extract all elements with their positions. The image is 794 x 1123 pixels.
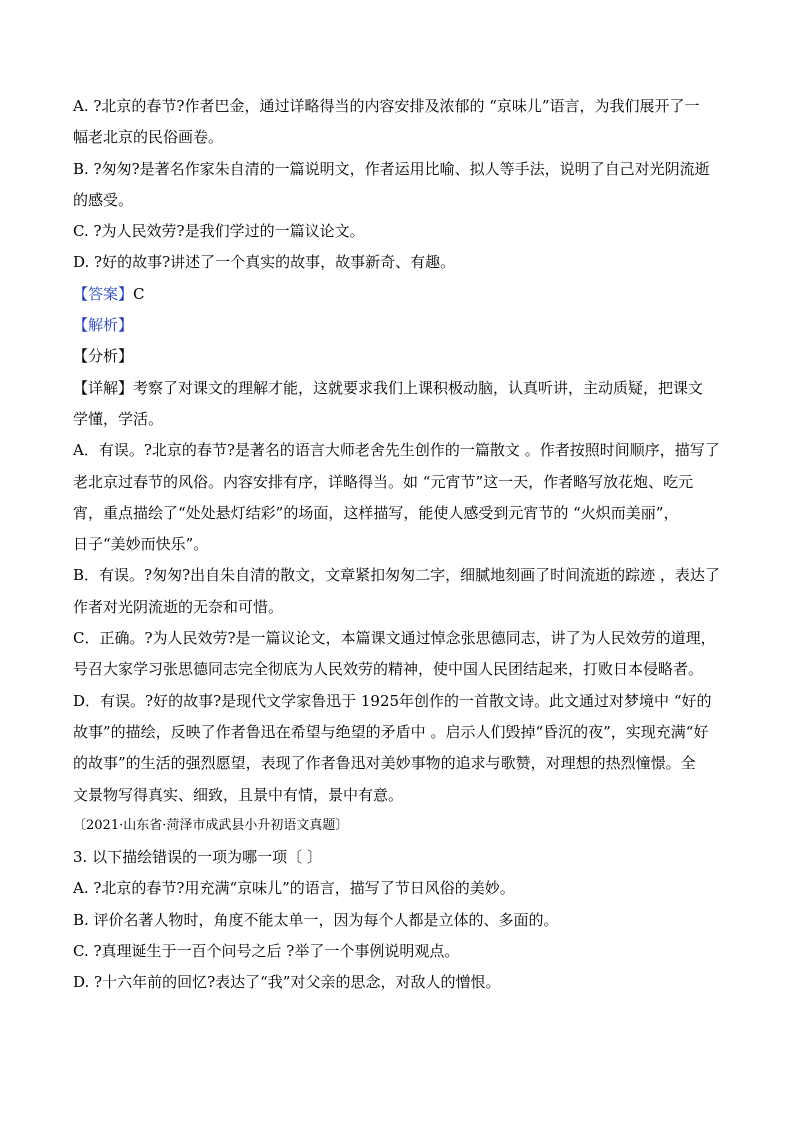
detail-line: 文景物写得真实、细致，且景中有情，景中有意。: [73, 785, 404, 804]
source-citation: 〔2021·山东省·菏泽市成武县小升初语文真题〕: [73, 817, 349, 833]
detail-line: A．有误。?北京的春节?是著名的语言大师老舍先生创作的一篇散文 。作者按照时间顺序，描写了: [73, 441, 720, 460]
detail-line: 作者对光阴流逝的无奈和可惜。: [73, 597, 284, 616]
answer-value: C: [133, 284, 145, 303]
detail-line: 学懂，学活。: [73, 409, 164, 428]
detail-line: 日子“美妙而快乐”。: [73, 535, 209, 554]
question-3-option-b: B. 评价名著人物时，角度不能太单一，因为每个人都是立体的、多面的。: [73, 910, 559, 929]
option-c-line: C. ?为人民效劳?是我们学过的一篇议论文。: [73, 222, 365, 241]
detail-tag: 【详解】: [73, 378, 134, 397]
document-body: [73, 96, 723, 1004]
option-b-line-1: B. ?匆匆?是著名作家朱自清的一篇说明文，作者运用比喻、拟人等手法，说明了自己对光阴流逝: [73, 159, 710, 178]
option-a-line-1: A. ?北京的春节?作者巴金，通过详略得当的内容安排及浓郁的 “京味儿”语言，为我们展开了一: [73, 97, 700, 115]
detail-first-text: 考察了对课文的理解才能，这就要求我们上课积极动脑，认真听讲，主动质疑，把课文: [133, 378, 704, 397]
option-d-line: D. ?好的故事?讲述了一个真实的故事，故事新奇、有趣。: [73, 253, 456, 272]
answer-tag: 【答案】: [73, 284, 134, 303]
detail-line: 故事”的描绘，反映了作者鲁迅在希望与绝望的矛盾中 。启示人们毁掉“昏沉的夜”，实现充满“好: [73, 722, 709, 741]
analysis-tag: 【解析】: [73, 316, 134, 335]
detail-line: 宵，重点描绘了“处处悬灯结彩”的场面，这样描写，能使人感受到元宵节的 “火炽而美丽”，: [73, 503, 679, 522]
question-3-option-d: D. ?十六年前的回忆?表达了“我”对父亲的思念，对敌人的憎恨。: [73, 973, 501, 992]
option-b-line-2: 的感受。: [73, 190, 134, 209]
question-3-option-c: C. ?真理诞生于一百个问号之后 ?举了一个事例说明观点。: [73, 942, 460, 961]
option-a-line-2: 幅老北京的民俗画卷。: [73, 128, 224, 147]
detail-line: 老北京过春节的风俗。内容安排有序，详略得当。如 “元宵节”这一天，作者略写放花炮、吃元: [73, 472, 694, 491]
fenxi-line: [73, 346, 723, 366]
analysis-line: [73, 315, 723, 335]
question-3-option-a: A. ?北京的春节?用充满“京味儿”的语言，描写了节日风俗的美妙。: [73, 879, 515, 898]
detail-line: 号召大家学习张思德同志完全彻底为人民效劳的精神，使中国人民团结起来，打败日本侵略者。: [73, 660, 704, 679]
detail-line: C．正确。?为人民效劳?是一篇议论文，本篇课文通过悼念张思德同志，讲了为人民效劳的道理，: [73, 629, 716, 648]
fenxi-tag: 【分析】: [73, 347, 134, 366]
detail-line: 的故事”的生活的强烈愿望，表现了作者鲁迅对美妙事物的追求与歌赞，对理想的热烈憧憬。全: [73, 754, 696, 773]
detail-first-line: [73, 378, 723, 398]
detail-line: D．有误。?好的故事?是现代文学家鲁迅于 1925年创作的一首散文诗。此文通过对梦境中 “好的: [73, 691, 712, 710]
question-3-stem: 3. 以下描绘错误的一项为哪一项〔 〕: [73, 848, 322, 867]
detail-line: B．有误。?匆匆?出自朱自清的散文，文章紧扣匆匆二字，细腻地刻画了时间流逝的踪迹 ，表达了: [73, 566, 720, 585]
answer-line: [73, 284, 723, 304]
